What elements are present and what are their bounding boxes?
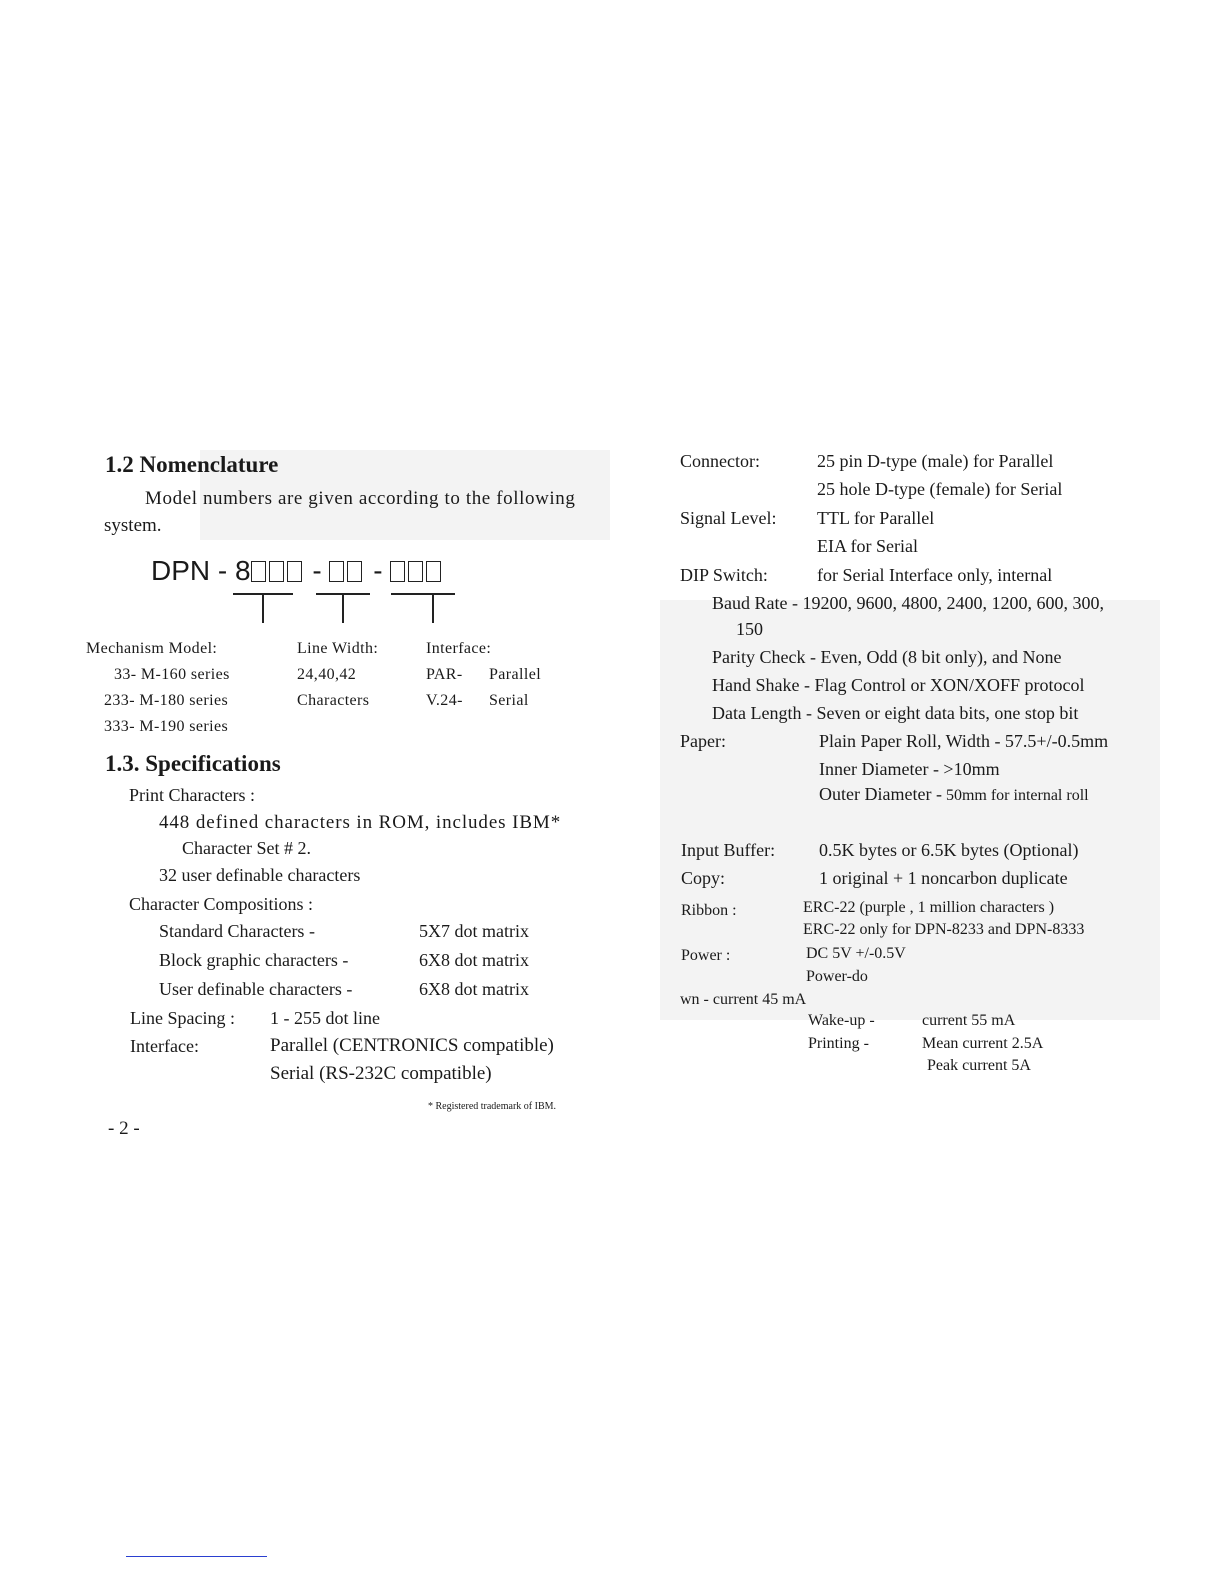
digit-box [347,561,362,582]
connector-value: 25 pin D-type (male) for Parallel [817,451,1054,471]
copy-label: Copy: [681,868,726,888]
paper-outer-diameter [819,784,1089,805]
dpn-prefix: DPN - [151,555,228,586]
line-spacing-label: Line Spacing : [130,1008,235,1028]
interface-code: V.24- [426,692,463,709]
line-width-row: Characters [297,692,370,709]
power-value: DC 5V +/-0.5V [806,945,906,962]
interface-name: Serial [489,692,529,709]
power-label: Power : [681,947,731,964]
heading-nomenclature: 1.2 Nomenclature [105,452,279,477]
character-compositions-label: Character Compositions : [129,894,313,914]
interface-value: Serial (RS-232C compatible) [270,1063,492,1084]
copy-value: 1 original + 1 noncarbon duplicate [819,868,1068,888]
paper-label: Paper: [680,731,726,751]
dip-switch-label: DIP Switch: [680,565,768,585]
digit-box [390,561,405,582]
parity-check: Parity Check - Even, Odd (8 bit only), and None [712,647,1062,667]
wake-up-value: current 55 mA [922,1012,1016,1029]
input-buffer-label: Input Buffer: [681,840,776,860]
printing-value: Peak current 5A [927,1057,1031,1074]
composition-value: 5X7 dot matrix [419,921,529,941]
heading-specifications: 1.3. Specifications [105,751,281,776]
digit-box [269,561,284,582]
interface-legend-label: Interface: [426,640,492,657]
interface-name: Parallel [489,666,542,683]
composition-value: 6X8 dot matrix [419,950,529,970]
dpn-dash: - [312,555,322,586]
line-width-row: 24,40,42 [297,666,357,683]
printing-value: Mean current 2.5A [922,1035,1044,1052]
paper-outer-label: Outer Diameter - [819,784,942,804]
mechanism-row: 233- M-180 series [104,692,229,709]
intro-line-2: system. [104,515,162,536]
line-width-label: Line Width: [297,640,379,657]
data-length: Data Length - Seven or eight data bits, one stop bit [712,703,1079,723]
signal-level-value: EIA for Serial [817,536,918,556]
paper-outer-value: 50mm for internal roll [945,787,1089,804]
line-spacing-value: 1 - 255 dot line [270,1008,380,1028]
power-down-current: wn - current 45 mA [680,991,807,1008]
defined-characters-line-1: 448 defined characters in ROM, includes IBM* [159,812,562,833]
paper-value: Inner Diameter - >10mm [819,759,1000,779]
page-number: - 2 - [108,1118,140,1139]
signal-level-value: TTL for Parallel [817,508,935,528]
digit-box [329,561,344,582]
hand-shake: Hand Shake - Flag Control or XON/XOFF protocol [712,675,1085,695]
wake-up-label: Wake-up - [808,1012,875,1029]
interface-label: Interface: [130,1036,199,1056]
composition-label: Block graphic characters - [159,950,349,970]
composition-value: 6X8 dot matrix [419,979,529,999]
digit-box [287,561,302,582]
ribbon-value: ERC-22 (purple , 1 million characters ) [803,899,1055,916]
signal-level-label: Signal Level: [680,508,777,528]
composition-label: User definable characters - [159,979,353,999]
interface-code: PAR- [426,666,463,683]
power-down-label: Power-do [806,968,868,985]
dip-switch-value: for Serial Interface only, internal [817,565,1053,585]
ribbon-value: ERC-22 only for DPN-8233 and DPN-8333 [803,921,1085,938]
digit-box [251,561,266,582]
defined-characters-line-2: Character Set # 2. [182,838,311,858]
composition-label: Standard Characters - [159,921,315,941]
input-buffer-value: 0.5K bytes or 6.5K bytes (Optional) [819,840,1079,860]
interface-value: Parallel (CENTRONICS compatible) [270,1035,554,1056]
pointer-bar-v [342,593,344,623]
pointer-bar-v [262,593,264,623]
baud-rate-line-1: Baud Rate - 19200, 9600, 4800, 2400, 1200, 600, 300, [712,593,1104,613]
dpn-dash: - [373,555,383,586]
pointer-bar-h [391,593,455,595]
blue-underline [126,1556,267,1557]
user-characters: 32 user definable characters [159,865,361,885]
mechanism-model-label: Mechanism Model: [86,640,218,657]
connector-label: Connector: [680,451,760,471]
mechanism-row: 333- M-190 series [104,718,229,735]
print-characters-label: Print Characters : [129,785,255,805]
dpn-model-code [151,555,444,587]
footnote: * Registered trademark of IBM. [428,1101,557,1112]
mechanism-row: 33- M-160 series [114,666,230,683]
dpn-digit: 8 [235,555,251,586]
pointer-bar-v [432,593,434,623]
printing-label: Printing - [808,1035,869,1052]
intro-line-1: Model numbers are given according to the following [145,488,576,509]
paper-value: Plain Paper Roll, Width - 57.5+/-0.5mm [819,731,1109,751]
digit-box [426,561,441,582]
digit-box [408,561,423,582]
ribbon-label: Ribbon : [681,902,737,919]
connector-value: 25 hole D-type (female) for Serial [817,479,1063,499]
baud-rate-line-2: 150 [736,619,763,639]
